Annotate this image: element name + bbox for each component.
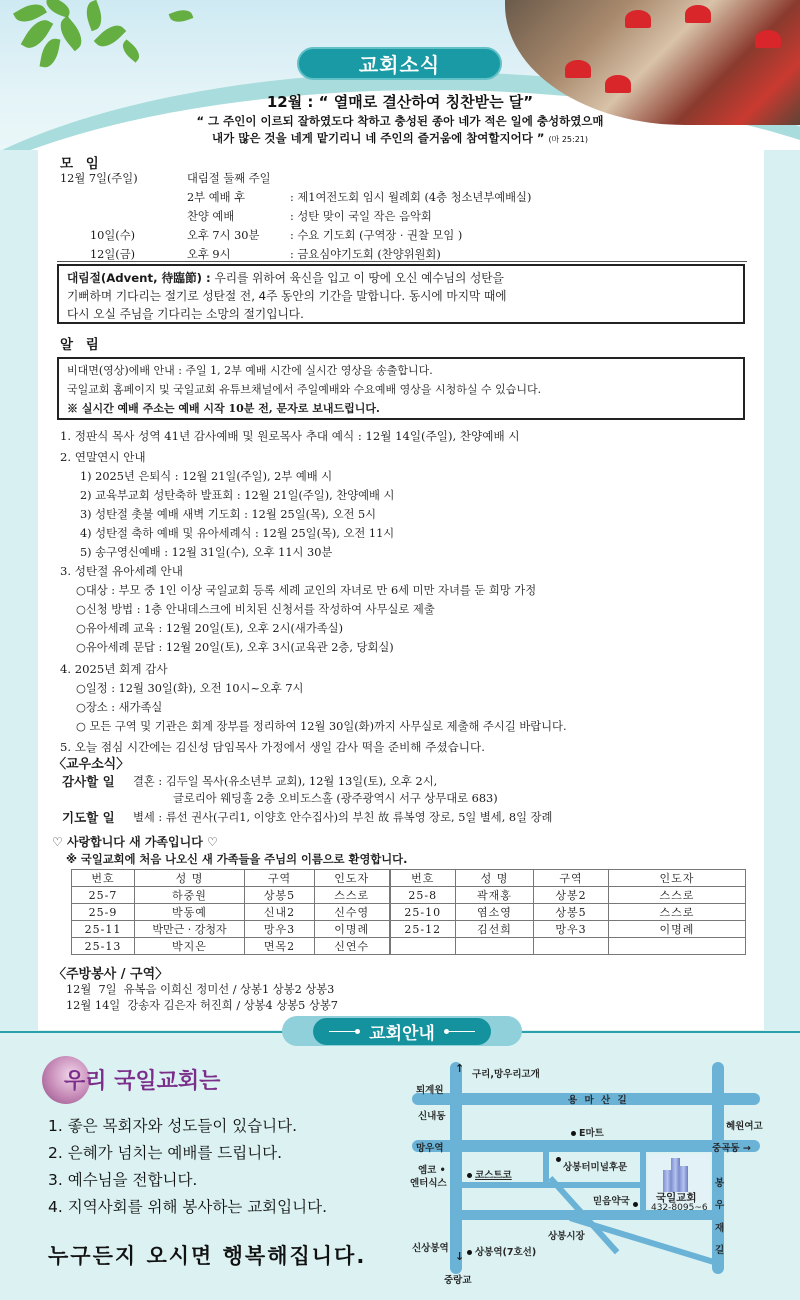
advent-text: 기뻐하며 기다리는 절기로 성탄절 전, 4주 동안의 기간을 말합니다. 동시에 마지막 때에	[67, 289, 507, 303]
arrow-down-icon: ↓	[455, 1250, 465, 1263]
map-label: 믿음약국	[593, 1196, 630, 1207]
notice-subitem: 1) 2025년 은퇴식 : 12월 21일(주일), 2부 예배 시	[80, 470, 333, 483]
table-cell	[609, 938, 746, 955]
table-cell: 25-8	[390, 887, 456, 904]
table-cell: 25-13	[72, 938, 135, 955]
guide-heading: 우리 국일교회는	[64, 1069, 221, 1094]
table-cell: 상봉5	[534, 904, 609, 921]
guide-title: 교회안내	[369, 1024, 435, 1044]
church-label: 국일교회	[656, 1192, 697, 1204]
map-label: 중랑교	[444, 1275, 472, 1286]
meeting-time: 오후 9시	[187, 248, 231, 261]
online-line: 국일교회 홈페이지 및 국일교회 유튜브채널에서 주일예배와 수요예배 영상을 시청하실 수 있습니다.	[67, 383, 542, 396]
table-header-row	[72, 870, 746, 887]
column-header: 인도자	[609, 870, 746, 887]
map-label: 재	[715, 1223, 725, 1234]
kitchen-row: 12월 7일 유복음 이희신 정미선 / 상봉1 상봉2 상봉3	[66, 983, 335, 996]
meeting-date: 12월 7일(주일)	[60, 172, 138, 185]
online-line: 비대면(영상)에배 안내 : 주일 1, 2부 예배 시간에 실시간 영상을 송출합니다.	[67, 364, 433, 377]
verse-reference: (마 25:21)	[548, 135, 589, 144]
notice-item: 1. 정판식 목사 성역 41년 감사예배 및 원로목사 추대 예식 : 12월 14일(주일), 찬양예배 시	[60, 429, 520, 443]
column-header: 성 명	[135, 870, 245, 887]
verse-text: 내가 많은 것을 네게 맡기리니 네 주인의 즐거움에 참여할지어다 ”	[211, 131, 545, 145]
column-header: 번호	[390, 870, 456, 887]
map-label: 중곡동 →	[712, 1143, 751, 1154]
table-cell: 스스로	[315, 887, 390, 904]
leaf-icon	[169, 7, 194, 26]
guide-title-pill	[313, 1018, 491, 1045]
thanks-label: 감사할 일	[62, 774, 115, 789]
meeting-desc: : 성탄 맞이 국일 작은 음악회	[290, 210, 432, 223]
meeting-desc: : 수요 기도회 (구역장 · 권찰 모임 )	[290, 229, 463, 242]
meeting-date: 10일(수)	[90, 229, 136, 242]
advent-box	[57, 264, 745, 324]
meeting-time: 찬양 예배	[187, 210, 235, 223]
table-cell: 곽재홍	[456, 887, 534, 904]
map-label: 상봉시장	[548, 1231, 585, 1242]
location-dot-icon	[467, 1250, 472, 1255]
table-cell: 25-11	[72, 921, 135, 938]
page-title: 교회소식	[297, 47, 502, 80]
location-map	[400, 1050, 800, 1300]
monthly-theme: 12월 : “ 열매로 결산하여 칭찬받는 달”	[266, 93, 534, 111]
table-cell: 박지은	[135, 938, 245, 955]
map-label: 구리,망우리고개	[472, 1069, 540, 1080]
location-dot-icon	[556, 1157, 561, 1162]
table-cell	[456, 938, 534, 955]
table-cell: 신수영	[315, 904, 390, 921]
meeting-time: 2부 예배 후	[187, 191, 246, 204]
church-phone: 432-8095~6	[651, 1203, 708, 1213]
meetings-title: 모 임	[60, 156, 103, 172]
table-cell: 이명례	[315, 921, 390, 938]
kitchen-row: 12월 14일 강송자 김은자 허진희 / 상봉4 상봉5 상봉7	[66, 999, 338, 1012]
online-line: ※ 실시간 예배 주소는 예배 시작 10분 전, 문자로 보내드립니다.	[67, 402, 380, 415]
map-label: 봉	[715, 1178, 725, 1189]
meeting-desc: : 금요심야기도회 (찬양위원회)	[290, 248, 441, 261]
road	[412, 1140, 760, 1152]
thanks-text: 글로리아 웨딩홀 2층 오비도스홀 (광주광역시 서구 상무대로 683)	[173, 792, 498, 805]
notice-item: 3. 성탄절 유아세례 안내	[60, 564, 183, 578]
table-row	[72, 904, 746, 921]
table-cell: 25-12	[390, 921, 456, 938]
table-row	[72, 887, 746, 904]
road	[543, 1150, 549, 1182]
notice-subitem: ○ 모든 구역 및 기관은 회계 장부를 정리하여 12월 30일(화)까지 사무실로 제출해 주시길 바랍니다.	[76, 720, 567, 733]
notice-item: 4. 2025년 회계 감사	[60, 662, 168, 676]
meeting-time: 대림절 둘째 주일	[187, 172, 271, 185]
table-row	[72, 921, 746, 938]
dash-dot-icon	[445, 1031, 475, 1032]
table-cell: 상봉2	[534, 887, 609, 904]
column-header: 번호	[72, 870, 135, 887]
prayer-label: 기도할 일	[62, 810, 115, 825]
vision-item: 1. 좋은 목회자와 성도들이 있습니다.	[48, 1117, 298, 1135]
vision-item: 3. 예수님을 전합니다.	[48, 1171, 198, 1189]
table-cell: 염소영	[456, 904, 534, 921]
slogan: 누구든지 오시면 행복해집니다.	[48, 1244, 367, 1268]
notices-title: 알 림	[60, 337, 103, 353]
map-label: 망우역	[416, 1143, 444, 1154]
map-label: 코스트코	[475, 1170, 512, 1181]
table-row	[72, 938, 746, 955]
vision-item: 2. 은혜가 넘치는 예배를 드립니다.	[48, 1144, 283, 1162]
leaf-icon	[40, 37, 61, 69]
verse-line-2	[0, 130, 800, 146]
new-family-subtitle: ※ 국일교회에 처음 나오신 새 가족들을 주님의 이름으로 환영합니다.	[66, 853, 408, 866]
column-header: 인도자	[315, 870, 390, 887]
divider	[57, 261, 747, 262]
meeting-desc: : 제1여전도회 임시 월례회 (4층 청소년부예배실)	[290, 191, 532, 204]
column-header: 구역	[534, 870, 609, 887]
map-label: 용 마 산 길	[568, 1095, 629, 1106]
advent-text: 다시 오실 주님을 기다리는 소망의 절기입니다.	[67, 307, 304, 321]
leaf-icon	[119, 39, 144, 62]
notice-subitem: ○일정 : 12월 30일(화), 오전 10시~오후 7시	[76, 682, 304, 695]
thanks-text: 결혼 : 김두일 목사(유소년부 교회), 12월 13일(토), 오후 2시,	[133, 775, 438, 788]
meeting-date: 12일(금)	[90, 248, 136, 261]
notice-subitem: ○장소 : 새가족실	[76, 701, 163, 714]
church-building-icon	[663, 1154, 693, 1192]
left-margin	[0, 150, 38, 1030]
table-cell: 신연수	[315, 938, 390, 955]
table-cell: 25-10	[390, 904, 456, 921]
verse-line-1: “ 그 주인이 이르되 잘하였도다 착하고 충성된 종아 네가 적은 일에 충성하였으매	[196, 114, 604, 128]
map-label: 엠코 •	[418, 1165, 446, 1176]
notice-subitem: 3) 성탄절 촛불 예배 새벽 기도회 : 12월 25일(목), 오전 5시	[80, 508, 377, 521]
location-dot-icon	[633, 1202, 638, 1207]
table-cell: 하중원	[135, 887, 245, 904]
table-cell: 면목2	[245, 938, 315, 955]
leaf-icon	[82, 0, 106, 31]
table-cell: 신내2	[245, 904, 315, 921]
map-label: 신상봉역	[412, 1243, 449, 1254]
notice-subitem: ○유아세례 문답 : 12월 20일(토), 오후 3시(교육관 2층, 당회실)	[76, 641, 394, 654]
map-label: 길	[715, 1245, 725, 1256]
map-label: 신내동	[418, 1111, 446, 1122]
header-banner	[0, 0, 800, 150]
map-label: 엔터식스	[410, 1178, 447, 1189]
table-cell	[534, 938, 609, 955]
notice-subitem: 2) 교육부교회 성탄축하 발표회 : 12월 21일(주일), 찬양예배 시	[80, 489, 395, 502]
vision-item: 4. 지역사회를 위해 봉사하는 교회입니다.	[48, 1198, 327, 1216]
notice-subitem: ○신청 방법 : 1층 안내데스크에 비치된 신청서를 작성하여 사무실로 제출	[76, 603, 435, 616]
map-label: 우	[715, 1200, 725, 1211]
map-label: 상봉터미널후문	[563, 1162, 628, 1173]
notice-item: 5. 오늘 점심 시간에는 김신성 담임목사 가정에서 생일 감사 떡을 준비해 주셨습니다.	[60, 740, 485, 754]
notice-subitem: 5) 송구영신예배 : 12월 31일(수), 오후 11시 30분	[80, 546, 333, 559]
table-cell: 스스로	[609, 904, 746, 921]
new-family-title: ♡ 사랑합니다 새 가족입니다 ♡	[52, 835, 218, 849]
notice-subitem: ○대상 : 부모 중 1인 이상 국일교회 등록 세례 교인의 자녀로 만 6세 미만 자녀를 둔 희망 가정	[76, 584, 537, 597]
table-cell: 25-9	[72, 904, 135, 921]
notice-item: 2. 연말연시 안내	[60, 450, 146, 464]
location-dot-icon	[467, 1173, 472, 1178]
table-cell: 망우3	[245, 921, 315, 938]
map-label: E마트	[579, 1128, 604, 1139]
column-header: 구역	[245, 870, 315, 887]
kitchen-title: 〈주방봉사 / 구역〉	[53, 967, 169, 982]
arrow-up-icon: ↑	[455, 1062, 465, 1075]
notice-subitem: 4) 성탄절 축하 예배 및 유아세례식 : 12월 25일(목), 오전 11시	[80, 527, 395, 540]
table-cell: 박동예	[135, 904, 245, 921]
table-cell	[390, 938, 456, 955]
advent-term: 대림절(Advent, 待臨節) :	[67, 271, 211, 285]
map-label: 혜원여고	[726, 1121, 763, 1132]
new-family-table	[71, 869, 746, 955]
table-cell: 김선희	[456, 921, 534, 938]
notice-subitem: ○유아세례 교육 : 12월 20일(토), 오후 2시(새가족실)	[76, 622, 343, 635]
members-news-title: 〈교우소식〉	[53, 757, 130, 772]
map-label: 퇴계원	[416, 1085, 444, 1096]
leaf-icon	[43, 0, 72, 18]
location-dot-icon	[571, 1131, 576, 1136]
map-label: 상봉역(7호선)	[475, 1247, 537, 1258]
table-cell: 스스로	[609, 887, 746, 904]
table-cell: 이명례	[609, 921, 746, 938]
road	[640, 1150, 646, 1212]
column-header: 성 명	[456, 870, 534, 887]
table-cell: 박만근 · 강청자	[135, 921, 245, 938]
table-cell: 망우3	[534, 921, 609, 938]
road	[569, 1215, 714, 1265]
table-cell: 25-7	[72, 887, 135, 904]
prayer-text: 별세 : 류선 권사(구리1, 이양호 안수집사)의 부친 故 류복영 장로, 5일 별세, 8일 장례	[133, 811, 553, 824]
meeting-time: 오후 7시 30분	[187, 229, 260, 242]
online-worship-box	[57, 357, 745, 420]
advent-text: 우리를 위하여 육신을 입고 이 땅에 오신 예수님의 성탄을	[210, 271, 504, 285]
table-cell: 상봉5	[245, 887, 315, 904]
dash-dot-icon	[329, 1031, 359, 1032]
